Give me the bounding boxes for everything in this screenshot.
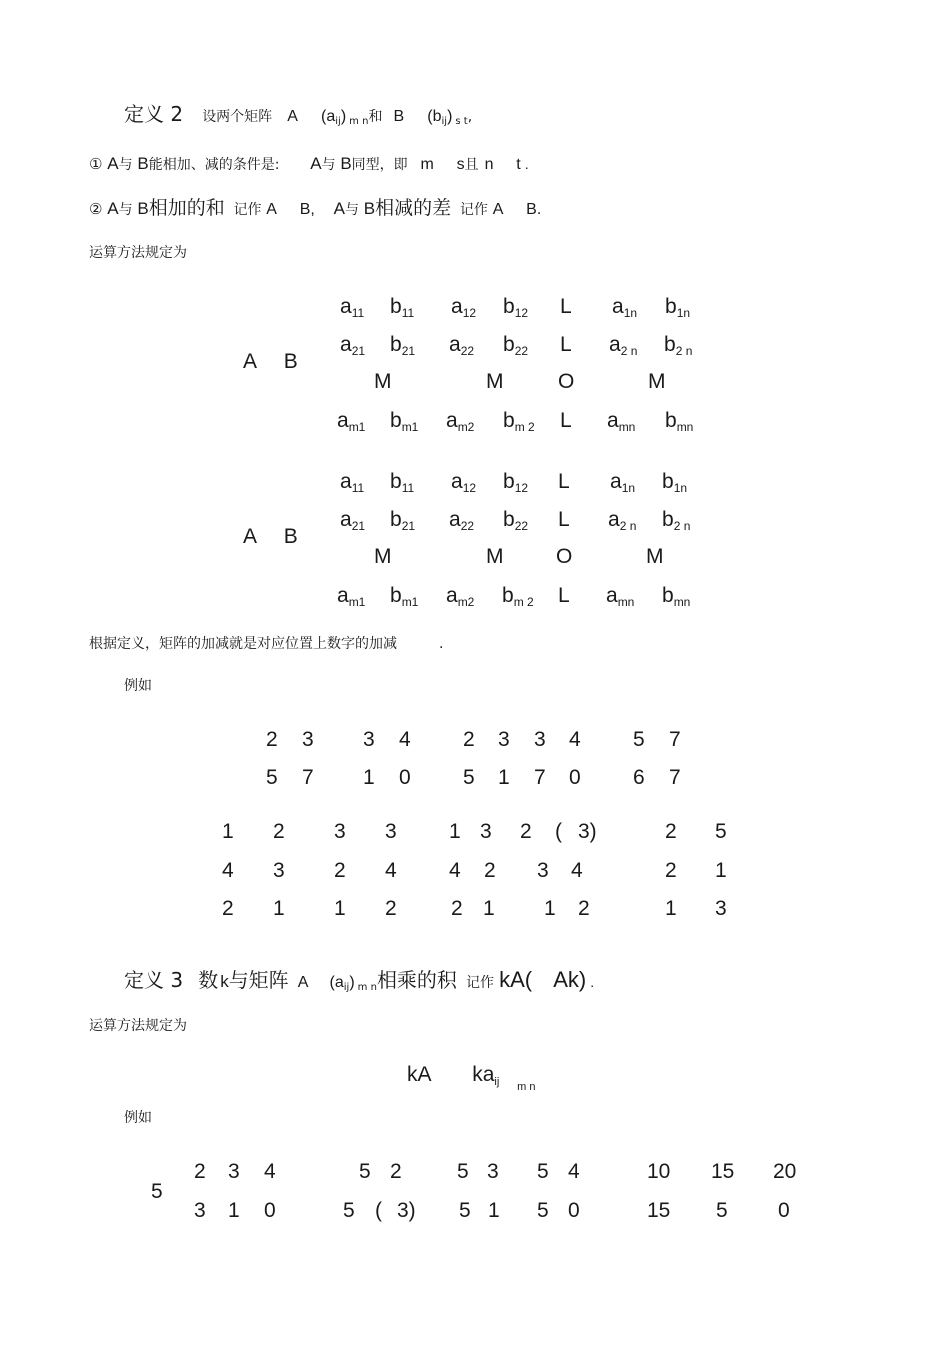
matrix-entry: 4: [571, 859, 583, 882]
matrix-entry: 10: [647, 1160, 671, 1183]
matrix-entry: 3: [537, 859, 549, 882]
B-symbol: B: [283, 350, 298, 373]
matrix-entry: 2: [334, 859, 346, 882]
example-label-2: 例如: [124, 1110, 152, 1126]
matrix-entry: 1: [334, 897, 346, 920]
matrix-cell: M: [646, 545, 664, 568]
matrix-cell: L: [558, 584, 570, 607]
paren: ): [349, 974, 355, 991]
matrix-entry: 5: [459, 1199, 471, 1222]
number-text: 数: [198, 968, 219, 992]
matrix-cell: O: [558, 370, 575, 393]
matrix-entry: 15: [647, 1199, 671, 1222]
matrix-entry: 0: [264, 1199, 276, 1222]
matrix-entry: 2: [385, 897, 397, 920]
denote-text: 记作: [466, 975, 495, 991]
matrix-entry: 2: [222, 897, 234, 920]
matrix-cell: L: [558, 508, 570, 531]
matrix-cell: $b_{m 2}$: [503, 409, 535, 434]
ka-symbol: ka: [472, 1063, 495, 1086]
matrix-entry: 5: [457, 1160, 469, 1183]
bij-subscript: ij: [441, 116, 448, 127]
matrix-entry: 2: [390, 1160, 402, 1183]
matrix-cell: $a_{21}$: [340, 508, 366, 533]
matrix-entry: 2: [665, 859, 677, 882]
paren: ): [447, 108, 453, 125]
period: .: [590, 974, 595, 990]
matrix-entry: 1: [222, 820, 234, 843]
matrix-entry: 5: [633, 728, 645, 751]
matrix-cell: L: [560, 295, 572, 318]
matrix-entry: 3: [194, 1199, 206, 1222]
matrix-entry: (: [555, 820, 562, 843]
matrix-entry: 4: [399, 728, 411, 751]
A-symbol: A: [266, 201, 277, 218]
aij-subscript: ij: [343, 982, 350, 993]
note-line: [89, 637, 443, 651]
period: .: [524, 156, 529, 172]
Ak-symbol: Ak): [553, 967, 587, 992]
with-text: 与: [344, 202, 359, 218]
kA-lhs: kA: [407, 1063, 431, 1086]
matrix-cell: $a_{m2}$: [446, 409, 475, 434]
matrix-entry: 3: [302, 728, 314, 751]
aij-symbol: (a: [329, 974, 344, 991]
with-text: 与: [118, 157, 133, 173]
rule-text-2: 运算方法规定为: [89, 1018, 187, 1034]
B-symbol: B: [137, 154, 149, 173]
product-text: 相乘的积: [376, 968, 457, 992]
matrix-cell: $b_{m1}$: [390, 409, 419, 434]
matrix-cell: $a_{21}$: [340, 333, 366, 358]
matrix-entry: 5: [537, 1160, 549, 1183]
matrix-entry: 2: [578, 897, 590, 920]
B-symbol: B,: [299, 201, 315, 218]
rule-text-1: 运算方法规定为: [89, 245, 187, 261]
matrix-entry: 1: [228, 1199, 240, 1222]
matrix-cell: $b_{21}$: [390, 508, 416, 533]
matrix-entry: 3: [385, 820, 397, 843]
matrix-entry: 5: [266, 766, 278, 789]
with-text: 与: [321, 157, 336, 173]
matrix-entry: 3: [228, 1160, 240, 1183]
s-symbol: s: [456, 156, 465, 173]
matrix-entry: 1: [665, 897, 677, 920]
matrix-cell: $a_{mn}$: [607, 409, 636, 434]
matrix-entry: 3: [363, 728, 375, 751]
matrix-entry: 15: [711, 1160, 735, 1183]
matrix-cell: $a_{22}$: [449, 508, 475, 533]
matrix-entry: 1: [498, 766, 510, 789]
matrix-entry: 5: [343, 1199, 355, 1222]
sum-text: 相加的和: [148, 197, 225, 219]
matrix-cell: $b_{m 2}$: [502, 584, 534, 609]
matrix-cell: $b_{m1}$: [390, 584, 419, 609]
mn-subscript: m n: [517, 1081, 536, 1093]
matrix-cell: $b_{1n}$: [662, 470, 688, 495]
matrix-B-symbol: B: [393, 108, 405, 125]
matrix-cell: L: [560, 333, 572, 356]
matrix-entry: 3): [397, 1199, 416, 1222]
matrix-entry: 1: [715, 859, 727, 882]
mn-subscript: m n: [349, 116, 369, 127]
matrix-cell: M: [486, 545, 504, 568]
matrix-cell: $a_{m1}$: [337, 409, 366, 434]
matrix-cell: $a_{12}$: [451, 295, 477, 320]
matrix-cell: $b_{22}$: [503, 333, 529, 358]
comma: ,: [467, 109, 473, 125]
matrix-cell: $a_{m1}$: [337, 584, 366, 609]
matrix-cell: $a_{11}$: [340, 470, 365, 495]
def2-heading: 定义 2: [124, 102, 184, 126]
B-symbol: B: [363, 199, 376, 218]
matrix-entry: (: [375, 1199, 382, 1222]
matrix-entry: 7: [669, 728, 681, 751]
n-symbol: n: [484, 156, 494, 173]
matrix-entry: 2: [520, 820, 532, 843]
difference-text: 相减的差: [375, 197, 452, 219]
matrix-cell: O: [556, 545, 573, 568]
A-symbol: A: [107, 154, 119, 173]
matrix-cell: $b_{mn}$: [662, 584, 691, 609]
matrix-cell: $a_{2 n}$: [608, 508, 637, 533]
matrix-entry: 0: [399, 766, 411, 789]
diff-lhs: [243, 526, 298, 547]
A-symbol: A: [492, 201, 504, 218]
k-symbol: k: [220, 972, 229, 991]
scalar-k: 5: [151, 1180, 163, 1203]
A-symbol: A: [243, 350, 256, 373]
matrix-entry: 4: [449, 859, 461, 882]
matrix-entry: 4: [568, 1160, 580, 1183]
B-symbol: B: [137, 199, 149, 218]
matrix-cell: $b_{22}$: [503, 508, 529, 533]
matrix-cell: $b_{2 n}$: [664, 333, 693, 358]
B-symbol: B.: [526, 201, 542, 218]
bij-symbol: (b: [427, 108, 442, 125]
def3-heading: 定义 3: [124, 968, 184, 992]
matrix-cell: M: [374, 370, 392, 393]
matrix-cell: $b_{2 n}$: [662, 508, 691, 533]
matrix-entry: 5: [715, 820, 727, 843]
note-text: 根据定义，矩阵的加减就是对应位置上数字的加减: [89, 636, 397, 652]
def2-line: [124, 104, 472, 127]
denote-text: 记作: [233, 202, 262, 218]
mn-subscript: m n: [357, 982, 377, 993]
matrix-entry: 1: [483, 897, 495, 920]
matrix-entry: 4: [569, 728, 581, 751]
A-symbol: A: [310, 154, 322, 173]
matrix-entry: 1: [544, 897, 556, 920]
A-symbol: A: [107, 199, 119, 218]
condition-2: [89, 199, 541, 218]
matrix-entry: 3: [480, 820, 492, 843]
matrix-entry: 2: [273, 820, 285, 843]
matrix-entry: 0: [569, 766, 581, 789]
matrix-entry: 20: [773, 1160, 797, 1183]
matrix-cell: M: [486, 370, 504, 393]
matrix-entry: 3: [534, 728, 546, 751]
def2-text: 设两个矩阵: [202, 109, 273, 125]
circled-2: ②: [89, 200, 103, 218]
same-type-text: 同型，即: [351, 157, 408, 173]
matrix-entry: 5: [463, 766, 475, 789]
matrix-entry: 1: [449, 820, 461, 843]
m-symbol: m: [420, 156, 434, 173]
and-text: 和: [368, 109, 383, 125]
matrix-entry: 1: [488, 1199, 500, 1222]
matrix-cell: $a_{mn}$: [606, 584, 635, 609]
matrix-cell: $a_{2 n}$: [609, 333, 638, 358]
matrix-entry: 7: [302, 766, 314, 789]
matrix-entry: 7: [534, 766, 546, 789]
matrix-entry: 4: [385, 859, 397, 882]
matrix-entry: 3: [273, 859, 285, 882]
B-symbol: B: [283, 525, 298, 548]
example-label-1: 例如: [124, 678, 152, 694]
B-symbol: B: [340, 154, 352, 173]
matrix-entry: 3: [487, 1160, 499, 1183]
ij-subscript: ij: [494, 1076, 500, 1088]
matrix-entry: 5: [359, 1160, 371, 1183]
matrix-cell: $a_{1n}$: [612, 295, 638, 320]
matrix-cell: $a_{m2}$: [446, 584, 475, 609]
matrix-cell: $a_{22}$: [449, 333, 475, 358]
matrix-entry: 3: [715, 897, 727, 920]
matrix-cell: $b_{12}$: [503, 470, 529, 495]
circled-1: ①: [89, 155, 103, 173]
matrix-entry: 4: [264, 1160, 276, 1183]
matrix-entry: 0: [778, 1199, 790, 1222]
with-matrix-text: 与矩阵: [228, 968, 289, 992]
matrix-entry: 7: [669, 766, 681, 789]
matrix-cell: $b_{1n}$: [665, 295, 691, 320]
A-symbol: A: [297, 974, 309, 991]
matrix-cell: $b_{11}$: [390, 295, 415, 320]
matrix-entry: 1: [363, 766, 375, 789]
A-symbol: A: [243, 525, 256, 548]
matrix-cell: L: [560, 409, 572, 432]
matrix-entry: 6: [633, 766, 645, 789]
kA-formula: [407, 1064, 535, 1093]
matrix-entry: 5: [716, 1199, 728, 1222]
matrix-entry: 1: [273, 897, 285, 920]
matrix-A-symbol: A: [287, 108, 298, 125]
matrix-cell: M: [374, 545, 392, 568]
matrix-entry: 5: [537, 1199, 549, 1222]
matrix-entry: 4: [222, 859, 234, 882]
def3-line: [124, 969, 594, 993]
with-text: 与: [118, 202, 133, 218]
matrix-cell: $a_{12}$: [451, 470, 477, 495]
matrix-entry: 2: [463, 728, 475, 751]
matrix-cell: L: [558, 470, 570, 493]
matrix-entry: 3): [578, 820, 597, 843]
matrix-cell: M: [648, 370, 666, 393]
matrix-cell: $b_{mn}$: [665, 409, 694, 434]
A-symbol: A: [333, 199, 345, 218]
matrix-entry: 2: [266, 728, 278, 751]
matrix-entry: 2: [451, 897, 463, 920]
matrix-cell: $a_{1n}$: [610, 470, 636, 495]
matrix-entry: 2: [665, 820, 677, 843]
matrix-entry: 0: [568, 1199, 580, 1222]
condition-text: 能相加、减的条件是:: [148, 157, 280, 173]
aij-subscript: ij: [335, 116, 341, 127]
matrix-cell: $b_{12}$: [503, 295, 529, 320]
and-text: 且: [464, 157, 479, 173]
condition-1: [89, 155, 529, 173]
matrix-entry: 3: [334, 820, 346, 843]
sum-lhs: [243, 351, 298, 372]
denote-text: 记作: [459, 202, 488, 218]
matrix-cell: $b_{21}$: [390, 333, 416, 358]
matrix-cell: $b_{11}$: [390, 470, 415, 495]
paren: ): [340, 108, 347, 125]
matrix-cell: $a_{11}$: [340, 295, 365, 320]
matrix-entry: 2: [484, 859, 496, 882]
period: .: [439, 636, 444, 652]
aij-symbol: (a: [321, 108, 336, 125]
matrix-entry: 2: [194, 1160, 206, 1183]
st-subscript: s t: [455, 116, 468, 127]
t-symbol: t: [516, 156, 521, 173]
kA-symbol: kA(: [499, 967, 533, 992]
matrix-entry: 3: [498, 728, 510, 751]
